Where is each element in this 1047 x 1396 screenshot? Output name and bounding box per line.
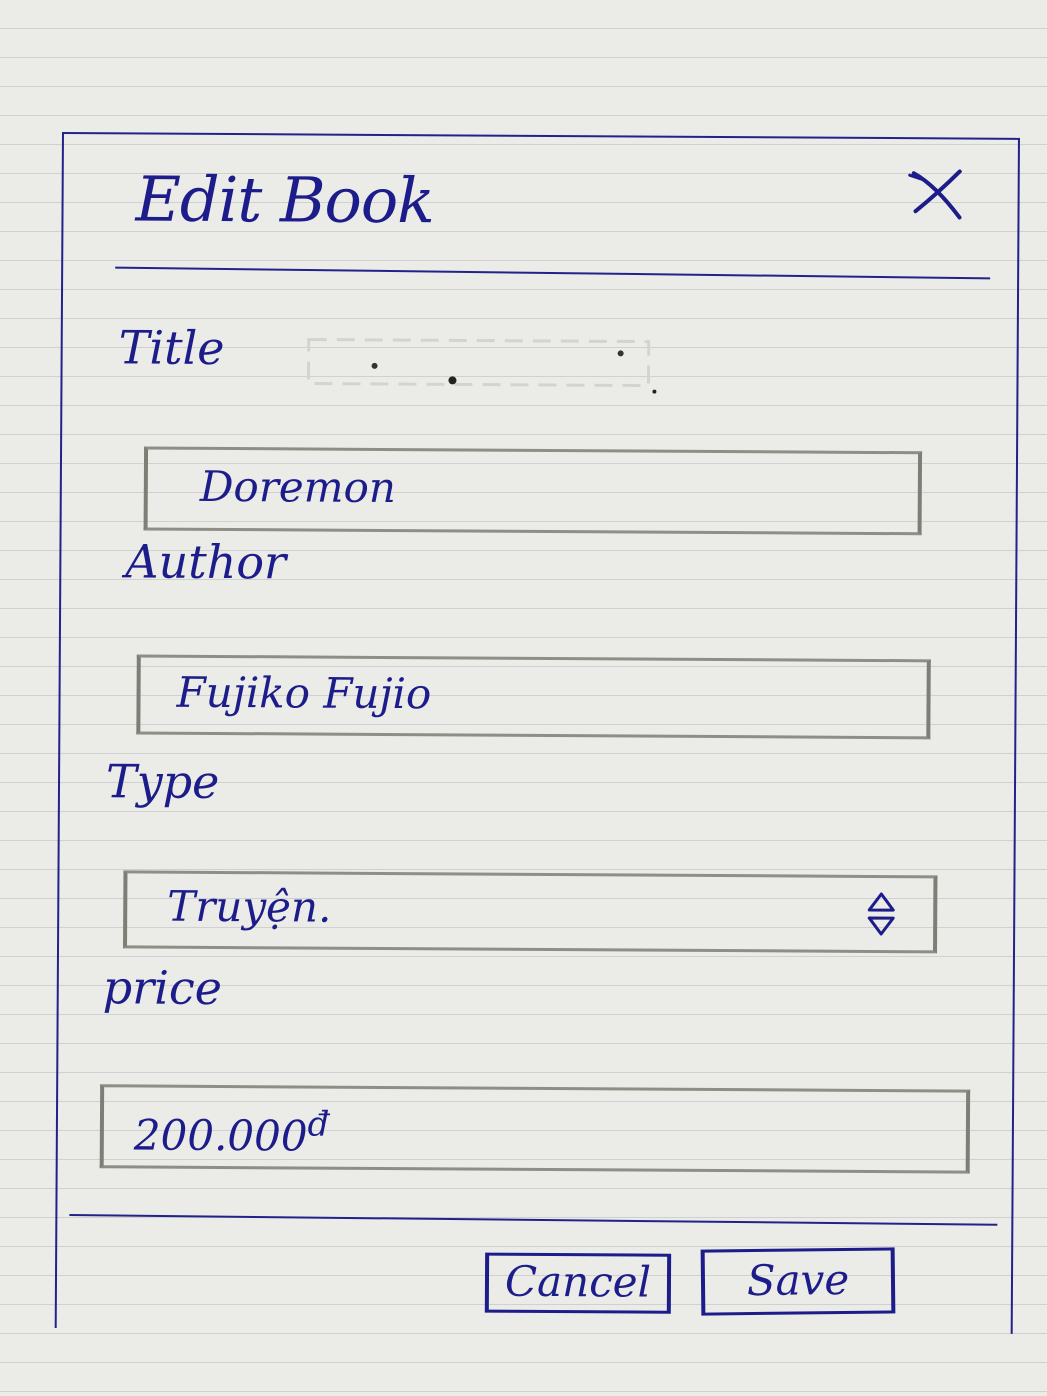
edit-book-dialog [55,132,1020,1334]
title-input[interactable] [144,447,922,536]
price-input-value [134,1103,330,1160]
price-input[interactable] [100,1084,970,1173]
author-input-value: Fujiko Fujio [176,667,432,719]
price-currency: đ [307,1104,330,1145]
erased-smudge [302,331,662,393]
close-icon[interactable] [907,163,967,223]
select-arrows-icon[interactable] [865,890,897,938]
author-label: Author [125,534,287,590]
type-select[interactable] [123,870,937,953]
cancel-button[interactable]: Cancel [485,1253,671,1314]
price-label: price [102,960,223,1015]
footer-divider [69,1214,997,1226]
author-input[interactable] [136,654,930,739]
type-select-value: Truyện. [167,881,332,932]
title-label: Title [118,320,225,375]
dialog-title: Edit Book [135,162,434,238]
type-label: Type [105,754,220,809]
title-input-value: Doremon [199,461,397,513]
price-amount: 200.000 [133,1110,308,1161]
save-button[interactable]: Save [701,1247,896,1315]
header-divider [115,267,990,280]
